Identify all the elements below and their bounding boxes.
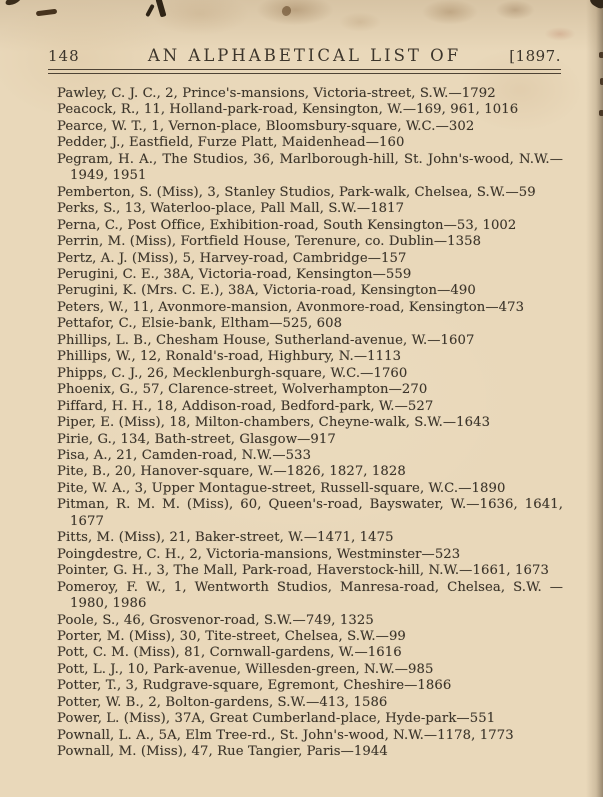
ink-mark — [4, 0, 23, 7]
directory-entry: Pott, L. J., 10, Park-avenue, Willesden-green, N.W.—985 — [57, 661, 434, 677]
directory-entry: Pitman, R. M. M. (Miss), 60, Queen's-road, Bayswater, W.—1636, 1641, 1677 — [57, 497, 563, 529]
directory-entry: Pownall, M. (Miss), 47, Rue Tangier, Paris—1944 — [57, 744, 388, 760]
directory-entry: Pite, B., 20, Hanover-square, W.—1826, 1827, 1828 — [57, 464, 406, 480]
ink-mark — [599, 110, 603, 116]
directory-entry: Pointer, G. H., 3, The Mall, Park-road, Haverstock-hill, N.W.—1661, 1673 — [57, 563, 549, 579]
directory-entry: Pirie, G., 134, Bath-street, Glasgow—917 — [57, 431, 336, 447]
directory-entry: Pitts, M. (Miss), 21, Baker-street, W.—1471, 1475 — [57, 530, 394, 546]
directory-entry: Phillips, W., 12, Ronald's-road, Highbury, N.—1113 — [57, 349, 402, 365]
directory-entry: Pite, W. A., 3, Upper Montague-street, Russell-square, W.C.—1890 — [57, 480, 506, 496]
header-rule — [48, 69, 561, 74]
page-year-tag: [1897. — [509, 47, 561, 65]
page-title: AN ALPHABETICAL LIST OF — [147, 46, 462, 65]
directory-entry: Perugini, C. E., 38A, Victoria-road, Kensington—559 — [57, 266, 412, 282]
directory-entry: Porter, M. (Miss), 30, Tite-street, Chelsea, S.W.—99 — [57, 628, 406, 644]
directory-list — [57, 86, 563, 761]
directory-entry: Pott, C. M. (Miss), 81, Cornwall-gardens, W.—1616 — [57, 645, 402, 661]
ink-mark — [145, 4, 155, 17]
directory-entry: Phipps, C. J., 26, Mecklenburgh-square, W.C.—1760 — [57, 365, 408, 381]
directory-entry: Pawley, C. J. C., 2, Prince's-mansions, Victoria-street, S.W.—1792 — [57, 86, 496, 101]
directory-entry: Poole, S., 46, Grosvenor-road, S.W.—749, 1325 — [57, 612, 374, 628]
directory-entry: Poingdestre, C. H., 2, Victoria-mansions, Westminster—523 — [57, 546, 461, 562]
directory-entry: Peters, W., 11, Avonmore-mansion, Avonmore-road, Kensington—473 — [57, 299, 525, 315]
directory-entry: Pownall, L. A., 5A, Elm Tree-rd., St. John's-wood, N.W.—1178, 1773 — [57, 727, 514, 743]
ink-mark — [588, 0, 603, 10]
directory-entry: Piffard, H. H., 18, Addison-road, Bedford-park, W.—527 — [57, 398, 434, 414]
directory-entry: Pisa, A., 21, Camden-road, N.W.—533 — [57, 447, 312, 463]
ink-mark — [36, 9, 57, 16]
directory-entry: Phillips, L. B., Chesham House, Sutherland-avenue, W.—1607 — [57, 332, 475, 348]
page-header — [48, 43, 561, 65]
ink-mark — [599, 52, 603, 58]
directory-entry: Pettafor, C., Elsie-bank, Eltham—525, 608 — [57, 316, 343, 332]
page-number: 148 — [48, 47, 80, 65]
ink-mark — [155, 0, 166, 17]
directory-entry: Perna, C., Post Office, Exhibition-road, South Kensington—53, 1002 — [57, 217, 517, 233]
directory-entry: Pearce, W. T., 1, Vernon-place, Bloomsbury-square, W.C.—302 — [57, 118, 475, 134]
directory-entry: Pemberton, S. (Miss), 3, Stanley Studios, Park-walk, Chelsea, S.W.—59 — [57, 184, 536, 200]
directory-entry: Pegram, H. A., The Studios, 36, Marlborough-hill, St. John's-wood, N.W.—1949, 1951 — [57, 151, 563, 184]
directory-entry: Pedder, J., Eastfield, Furze Platt, Maidenhead—160 — [57, 135, 405, 151]
directory-entry: Pertz, A. J. (Miss), 5, Harvey-road, Cambridge—157 — [57, 250, 407, 266]
directory-entry: Potter, W. B., 2, Bolton-gardens, S.W.—413, 1586 — [57, 694, 388, 710]
directory-entry: Potter, T., 3, Rudgrave-square, Egremont, Cheshire—1866 — [57, 678, 452, 694]
directory-entry: Pomeroy, F. W., 1, Wentworth Studios, Manresa-road, Chelsea, S.W. —1980, 1986 — [57, 579, 563, 612]
directory-entry: Peacock, R., 11, Holland-park-road, Kensington, W.—169, 961, 1016 — [57, 102, 519, 118]
directory-entry: Phoenix, G., 57, Clarence-street, Wolverhampton—270 — [57, 382, 428, 398]
directory-entry: Perks, S., 13, Waterloo-place, Pall Mall, S.W.—1817 — [57, 201, 405, 217]
directory-entry: Power, L. (Miss), 37A, Great Cumberland-place, Hyde-park—551 — [57, 711, 496, 727]
directory-entry: Piper, E. (Miss), 18, Milton-chambers, Cheyne-walk, S.W.—1643 — [57, 415, 491, 431]
stain-spot — [281, 5, 293, 17]
directory-entry: Perrin, M. (Miss), Fortfield House, Terenure, co. Dublin—1358 — [57, 234, 482, 250]
directory-entry: Perugini, K. (Mrs. C. E.), 38A, Victoria-road, Kensington—490 — [57, 283, 476, 299]
